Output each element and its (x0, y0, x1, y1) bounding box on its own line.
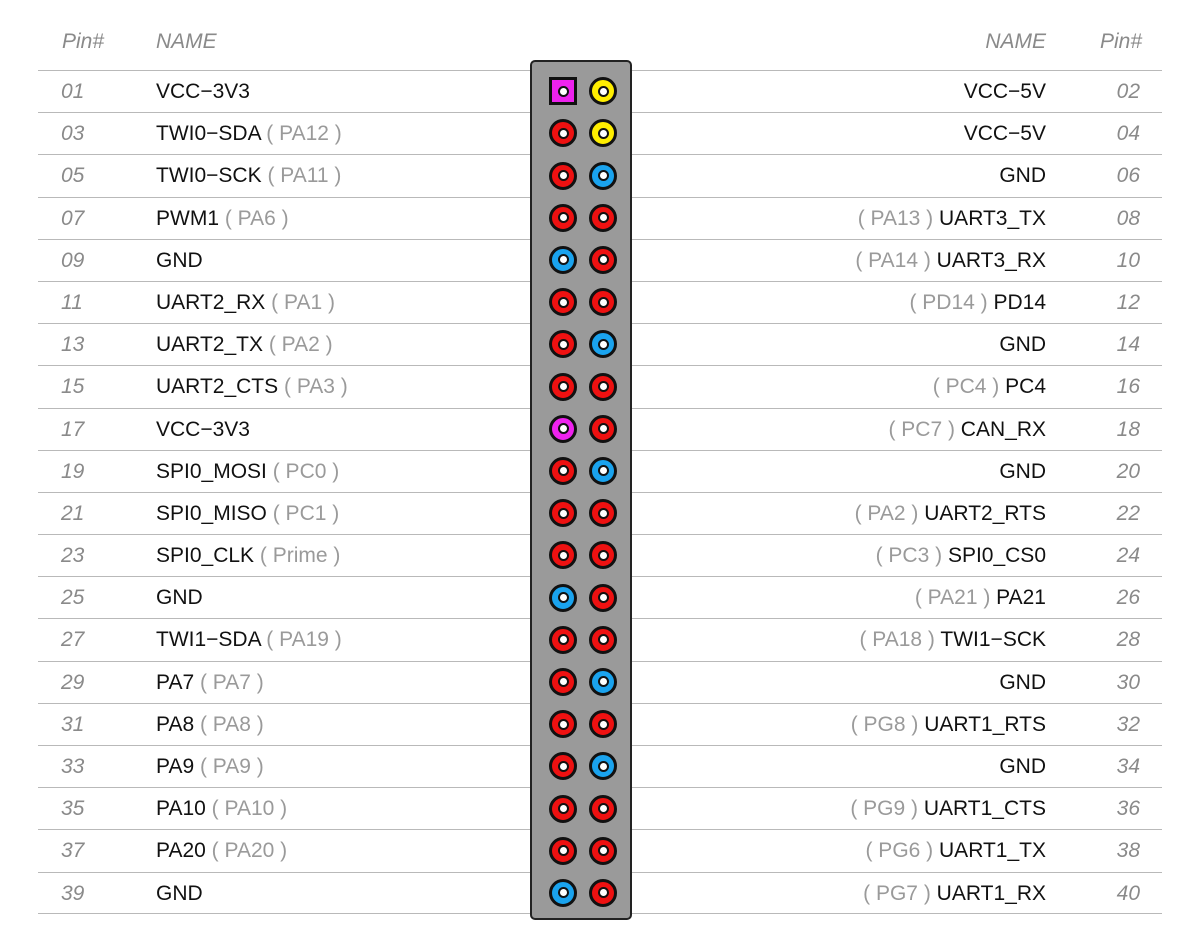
pin-function-left: UART2_CTS (156, 375, 279, 399)
pin-name-right (863, 873, 1046, 915)
pin-number-right: 24 (1116, 544, 1140, 568)
pin-port-right: ( PG8 ) (850, 712, 919, 736)
pin-right-icon (589, 837, 617, 865)
pin-function-left: GND (156, 248, 203, 272)
pin-port-left: ( PA12 ) (266, 122, 342, 146)
pin-name-right (859, 619, 1046, 661)
pin-number-right: 32 (1116, 712, 1140, 736)
pin-right-icon (589, 626, 617, 654)
pin-number-right: 08 (1116, 206, 1140, 230)
pin-function-right: GND (999, 670, 1046, 694)
pin-function-right: CAN_RX (960, 417, 1046, 441)
pin-function-right: UART1_RTS (924, 712, 1046, 736)
pin-header-connector (530, 60, 632, 920)
pin-number-left: 19 (61, 459, 85, 483)
pin-function-left: SPI0_MOSI (156, 459, 267, 483)
pin-function-right: UART3_TX (939, 206, 1046, 230)
pin-port-left: ( PA19 ) (266, 628, 342, 652)
pin-name-right (865, 830, 1046, 872)
pin-left-icon (549, 668, 577, 696)
pin-number-left: 15 (61, 375, 85, 399)
pin-function-left: TWI0−SDA (156, 122, 261, 146)
pin-port-right: ( PA18 ) (859, 628, 935, 652)
pin-name-left (156, 535, 340, 577)
pin-port-left: ( PC1 ) (272, 501, 340, 525)
pin-function-left: VCC−3V3 (156, 417, 250, 441)
pin-number-left: 35 (61, 797, 85, 821)
pin-right-icon (589, 246, 617, 274)
pin-number-left: 01 (61, 80, 85, 103)
pin-function-right: PC4 (1005, 375, 1046, 399)
pin-function-right: PA21 (996, 586, 1046, 610)
header-name-left: NAME (156, 30, 217, 53)
pin-right-icon (589, 668, 617, 696)
pin-left-icon (549, 373, 577, 401)
pin-name-left (156, 788, 287, 830)
header-name-right: NAME (985, 30, 1046, 53)
pin-left-icon (549, 119, 577, 147)
pin-name-right (964, 113, 1046, 155)
pin-number-right: 38 (1116, 839, 1140, 863)
pin-number-right: 06 (1116, 164, 1140, 188)
pin-name-left (156, 493, 339, 535)
pin-port-right: ( PD14 ) (909, 290, 988, 314)
pin-name-right (855, 240, 1046, 282)
pin-number-left: 23 (61, 544, 85, 568)
pin-number-left: 07 (61, 206, 85, 230)
pin-port-right: ( PC3 ) (875, 544, 943, 568)
pin-number-left: 27 (61, 628, 85, 652)
pin-left-icon (549, 499, 577, 527)
pin-right-icon (589, 457, 617, 485)
pin-function-right: UART3_RX (936, 248, 1046, 272)
pin-left-icon (549, 541, 577, 569)
pin-name-right (915, 577, 1046, 619)
pin-name-right (964, 71, 1046, 113)
pin-function-right: UART1_CTS (923, 797, 1046, 821)
pin-number-left: 29 (61, 670, 85, 694)
pin-number-right: 14 (1116, 333, 1140, 357)
pin-number-left: 09 (61, 248, 85, 272)
pin-port-left: ( PC0 ) (272, 459, 340, 483)
pin-name-left (156, 155, 341, 197)
pin-function-right: GND (999, 333, 1046, 357)
pin-left-icon (549, 77, 577, 105)
pin-right-icon (589, 330, 617, 358)
pin-name-right (999, 662, 1046, 704)
pin-function-left: VCC−3V3 (156, 80, 250, 103)
header-pin-right: Pin# (1099, 30, 1142, 53)
pin-left-icon (549, 795, 577, 823)
pin-name-left (156, 746, 264, 788)
pin-function-right: GND (999, 164, 1046, 188)
pin-right-icon (589, 77, 617, 105)
pin-left-icon (549, 246, 577, 274)
pin-number-left: 37 (61, 839, 85, 863)
pin-name-left (156, 409, 250, 451)
pin-function-right: VCC−5V (963, 122, 1046, 146)
pin-name-right (850, 788, 1046, 830)
pin-port-right: ( PA13 ) (857, 206, 934, 230)
pin-number-left: 25 (61, 586, 85, 610)
pin-function-left: TWI0−SCK (156, 164, 262, 188)
pin-port-right: ( PA21 ) (914, 586, 991, 610)
pin-name-left (156, 873, 203, 915)
pin-number-right: 26 (1116, 586, 1140, 610)
pin-function-left: PA8 (156, 712, 195, 736)
pin-right-icon (589, 752, 617, 780)
pin-name-left (156, 113, 342, 155)
pin-name-left (156, 451, 339, 493)
pin-left-icon (549, 457, 577, 485)
pin-function-left: GND (156, 881, 203, 905)
pin-function-left: PWM1 (156, 206, 219, 230)
pin-port-left: ( PA10 ) (211, 797, 288, 821)
pin-number-left: 39 (61, 881, 85, 905)
pin-number-left: 03 (61, 122, 85, 146)
pin-function-left: PA9 (156, 755, 195, 778)
pin-number-right: 04 (1116, 122, 1140, 146)
pin-name-left (156, 662, 264, 704)
pin-function-right: UART1_RX (936, 881, 1046, 905)
pin-name-left (156, 282, 335, 324)
pin-port-left: ( PA9 ) (199, 755, 264, 778)
pin-function-left: UART2_TX (156, 333, 263, 357)
pin-function-left: PA10 (156, 797, 206, 821)
pin-function-left: GND (156, 586, 203, 610)
pin-name-right (933, 366, 1046, 408)
pin-port-left: ( PA6 ) (224, 206, 289, 230)
pin-number-right: 18 (1116, 417, 1140, 441)
pin-left-icon (549, 415, 577, 443)
pin-number-right: 10 (1116, 248, 1140, 272)
pin-left-icon (549, 584, 577, 612)
pin-port-right: ( PG6 ) (865, 839, 934, 863)
pin-right-icon (589, 710, 617, 738)
pin-name-right (909, 282, 1046, 324)
pin-number-right: 20 (1116, 459, 1140, 483)
pin-name-right (999, 451, 1046, 493)
pin-name-right (999, 155, 1046, 197)
pin-left-icon (549, 710, 577, 738)
pin-name-right (888, 409, 1046, 451)
pin-name-left (156, 324, 333, 366)
pin-function-left: PA7 (156, 670, 195, 694)
pin-function-left: PA20 (156, 839, 206, 863)
pin-number-right: 12 (1116, 290, 1140, 314)
pin-name-right (855, 493, 1046, 535)
pin-right-icon (589, 584, 617, 612)
pin-right-icon (589, 162, 617, 190)
pin-name-left (156, 71, 250, 113)
pin-name-right (999, 746, 1046, 788)
header-pin-left: Pin# (62, 30, 105, 53)
pin-function-right: SPI0_CS0 (947, 544, 1046, 568)
pin-left-icon (549, 752, 577, 780)
pin-right-icon (589, 499, 617, 527)
pin-number-right: 16 (1116, 375, 1140, 399)
pin-number-left: 05 (61, 164, 85, 188)
pin-function-right: PD14 (993, 290, 1046, 314)
pin-name-left (156, 198, 289, 240)
pin-function-left: SPI0_MISO (156, 501, 267, 525)
pin-name-right (876, 535, 1046, 577)
pin-right-icon (589, 373, 617, 401)
pin-left-icon (549, 879, 577, 907)
pin-port-left: ( PA20 ) (211, 839, 288, 863)
pin-number-left: 13 (61, 333, 85, 357)
pin-number-right: 40 (1116, 881, 1140, 905)
pin-left-icon (549, 162, 577, 190)
pin-name-left (156, 619, 342, 661)
pin-port-left: ( Prime ) (259, 544, 341, 568)
pin-port-right: ( PC7 ) (888, 417, 955, 441)
pin-name-right (999, 324, 1046, 366)
pin-port-left: ( PA8 ) (199, 712, 264, 736)
pin-left-icon (549, 330, 577, 358)
pin-port-right: ( PG9 ) (850, 797, 918, 821)
pin-left-icon (549, 626, 577, 654)
pin-port-left: ( PA3 ) (284, 375, 348, 399)
pin-name-left (156, 240, 203, 282)
pin-number-right: 36 (1116, 797, 1140, 821)
pin-left-icon (549, 288, 577, 316)
pin-right-icon (589, 204, 617, 232)
pin-function-left: TWI1−SDA (156, 628, 261, 652)
pin-number-right: 28 (1116, 628, 1140, 652)
pin-port-left: ( PA11 ) (267, 164, 342, 188)
pin-number-left: 21 (61, 501, 85, 525)
pin-function-right: UART1_TX (939, 839, 1046, 863)
pin-port-right: ( PA2 ) (854, 501, 919, 525)
pin-name-right (851, 704, 1046, 746)
pin-number-left: 17 (61, 417, 85, 441)
pin-name-left (156, 366, 348, 408)
pin-name-left (156, 577, 203, 619)
pin-port-right: ( PG7 ) (863, 881, 931, 905)
pin-name-right (858, 198, 1046, 240)
pin-port-right: ( PC4 ) (932, 375, 1000, 399)
pin-number-left: 11 (61, 290, 83, 314)
pin-port-left: ( PA7 ) (199, 670, 264, 694)
pin-number-right: 34 (1116, 755, 1140, 778)
pin-port-left: ( PA2 ) (268, 333, 333, 357)
pin-right-icon (589, 879, 617, 907)
pin-function-left: SPI0_CLK (156, 544, 255, 568)
pin-right-icon (589, 288, 617, 316)
pin-right-icon (589, 541, 617, 569)
pin-function-right: GND (999, 755, 1046, 778)
pin-right-icon (589, 119, 617, 147)
pin-number-right: 30 (1116, 670, 1140, 694)
pin-number-left: 31 (61, 712, 85, 736)
pin-number-right: 22 (1116, 501, 1140, 525)
pin-name-left (156, 704, 264, 746)
pin-function-right: TWI1−SCK (940, 628, 1046, 652)
pin-right-icon (589, 415, 617, 443)
pin-left-icon (549, 204, 577, 232)
pin-function-right: UART2_RTS (924, 501, 1046, 525)
pin-port-left: ( PA1 ) (271, 290, 335, 314)
pin-right-icon (589, 795, 617, 823)
pin-name-left (156, 830, 287, 872)
pin-number-left: 33 (61, 755, 85, 778)
pin-function-left: UART2_RX (156, 290, 266, 314)
pin-number-right: 02 (1116, 80, 1140, 103)
pin-function-right: GND (999, 459, 1046, 483)
pin-port-right: ( PA14 ) (855, 248, 931, 272)
pin-left-icon (549, 837, 577, 865)
pin-function-right: VCC−5V (963, 80, 1046, 103)
